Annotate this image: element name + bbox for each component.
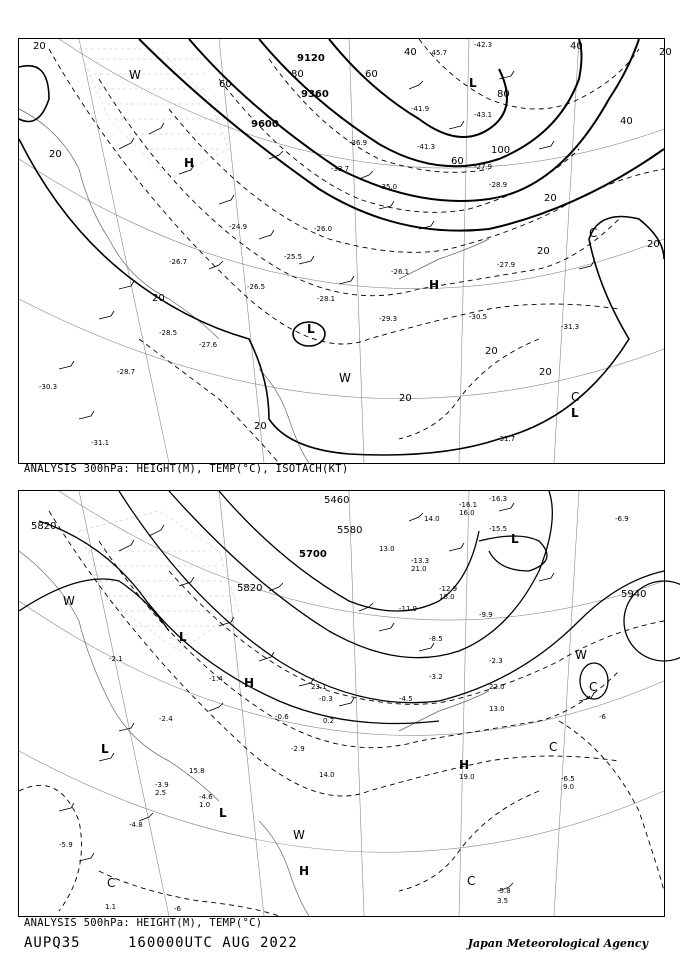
temp-label: -31.3 bbox=[561, 323, 580, 331]
isotach-label-20k: 20 bbox=[659, 47, 672, 58]
warm-center-3: W bbox=[575, 648, 587, 662]
low-center-1: L bbox=[511, 532, 519, 546]
isotach-label-100: 100 bbox=[491, 145, 511, 156]
dewpoint-label: 13.0 bbox=[379, 545, 395, 553]
temp-label: -41.3 bbox=[417, 143, 436, 151]
temp-label: -28.5 bbox=[159, 329, 178, 337]
temp-label: -11.9 bbox=[399, 605, 418, 613]
temperature-label-group bbox=[59, 495, 629, 913]
height-label-9360: 9360 bbox=[301, 89, 329, 100]
temp-label: -31.1 bbox=[91, 439, 110, 447]
pressure-center-group bbox=[129, 68, 597, 420]
temp-label: -27.9 bbox=[497, 261, 516, 269]
temp-label: -12.9 bbox=[439, 585, 458, 593]
dewpoint-label: 21.0 bbox=[411, 565, 427, 573]
height-label-5700: 5700 bbox=[299, 549, 327, 560]
temp-label: -5.9 bbox=[59, 841, 73, 849]
temp-label: -6 bbox=[174, 905, 181, 913]
temp-label: -36.9 bbox=[349, 139, 368, 147]
height-label-5820b: 5820 bbox=[237, 583, 263, 594]
temp-label: -3.2 bbox=[429, 673, 443, 681]
warm-center-1: W bbox=[63, 594, 75, 608]
coastline bbox=[19, 551, 489, 916]
temp-label: -43.1 bbox=[474, 111, 493, 119]
dewpoint-label: 3.5 bbox=[497, 897, 509, 905]
pressure-center-group bbox=[63, 532, 597, 890]
analysis-time: 160000UTC AUG 2022 bbox=[128, 935, 298, 951]
map-panel-300hpa bbox=[18, 38, 672, 464]
isotach-label-20f: 20 bbox=[544, 193, 557, 204]
isotach-label-60b: 60 bbox=[365, 69, 378, 80]
dewpoint-label: 14.0 bbox=[319, 771, 335, 779]
temp-label: -26.1 bbox=[391, 268, 410, 276]
dewpoint-label: 16.0 bbox=[459, 509, 475, 517]
temp-label: -9.9 bbox=[479, 611, 493, 619]
dewpoint-label: 14.0 bbox=[424, 515, 440, 523]
cold-center-1: C bbox=[549, 740, 558, 754]
temp-label: -16.1 bbox=[459, 501, 478, 509]
low-center-1: L bbox=[469, 76, 477, 90]
land-hatching bbox=[79, 49, 229, 179]
height-label-9120: 9120 bbox=[297, 53, 325, 64]
dewpoint-label: 13.0 bbox=[489, 705, 505, 713]
cold-center-3: C bbox=[467, 874, 476, 888]
temp-label: -28.7 bbox=[117, 368, 136, 376]
high-center-1: H bbox=[244, 676, 255, 690]
temp-label: -26.5 bbox=[247, 283, 266, 291]
dewpoint-label: 1.1 bbox=[105, 903, 117, 911]
low-center-3: L bbox=[219, 806, 227, 820]
cold-center-2: C bbox=[589, 226, 598, 240]
dewpoint-label: 2.5 bbox=[155, 789, 167, 797]
map-300hpa-svg bbox=[19, 39, 672, 463]
isotach-label-40: 40 bbox=[404, 47, 417, 58]
agency-name: Japan Meteorological Agency bbox=[467, 937, 648, 950]
isotach-label-20b: 20 bbox=[49, 149, 62, 160]
isotach-label-80: 80 bbox=[291, 69, 304, 80]
temp-label: -24.9 bbox=[229, 223, 248, 231]
temp-label: -2.9 bbox=[291, 745, 305, 753]
temp-label: -16.3 bbox=[489, 495, 508, 503]
wind-barbs bbox=[59, 71, 594, 419]
isotach-label-20e: 20 bbox=[254, 421, 267, 432]
temp-label: -30.5 bbox=[469, 313, 488, 321]
temp-label: -0.3 bbox=[319, 695, 333, 703]
temp-label: -30.3 bbox=[39, 383, 58, 391]
low-center-2: L bbox=[307, 322, 315, 336]
temp-label: -25.5 bbox=[284, 253, 303, 261]
map-panel-500hpa bbox=[18, 490, 665, 917]
height-contours bbox=[139, 39, 664, 231]
high-center-2: H bbox=[459, 758, 470, 772]
isotach-label-60: 60 bbox=[219, 79, 232, 90]
temp-label: -1.4 bbox=[209, 675, 223, 683]
height-label-5940: 5940 bbox=[621, 589, 647, 600]
temp-label: -27.9 bbox=[474, 163, 493, 171]
panel-caption-300hpa: ANALYSIS 300hPa: HEIGHT(M), TEMP(°C), ISOTACH(KT) bbox=[24, 463, 349, 475]
height-label-5580: 5580 bbox=[337, 525, 363, 536]
isotach-label-20g: 20 bbox=[537, 246, 550, 257]
height-label-group bbox=[251, 53, 329, 130]
temp-label: -6 bbox=[599, 713, 606, 721]
temp-label: -26.0 bbox=[314, 225, 333, 233]
temp-label: 0.2 bbox=[323, 717, 335, 725]
temp-label: -3.9 bbox=[155, 781, 169, 789]
map-500hpa-svg bbox=[19, 491, 664, 916]
low-center-4: L bbox=[179, 630, 187, 644]
temp-label: -42.3 bbox=[474, 41, 493, 49]
temp-label: -2.3 bbox=[489, 657, 503, 665]
cold-center-4: C bbox=[589, 680, 598, 694]
temp-label: -8.5 bbox=[429, 635, 443, 643]
temp-label: -0.6 bbox=[275, 713, 289, 721]
isotach-label-80b: 80 bbox=[497, 89, 510, 100]
height-label-9600: 9600 bbox=[251, 119, 279, 130]
isotach-label-20: 20 bbox=[33, 41, 46, 52]
temp-label: -13.3 bbox=[411, 557, 430, 565]
isotach-label-20h: 20 bbox=[485, 346, 498, 357]
isotach-label-20i: 20 bbox=[539, 367, 552, 378]
dewpoint-label: 22.0 bbox=[489, 683, 505, 691]
temp-label: -6.5 bbox=[561, 775, 575, 783]
height-label-5820: 5820 bbox=[31, 521, 57, 532]
warm-center-2: W bbox=[339, 371, 351, 385]
isotach-label-20d: 20 bbox=[399, 393, 412, 404]
land-hatching bbox=[79, 511, 239, 651]
temp-label: -45.7 bbox=[429, 49, 448, 57]
temp-label: -4.6 bbox=[199, 793, 213, 801]
dewpoint-label: 19.0 bbox=[459, 773, 475, 781]
temp-label: -35.0 bbox=[379, 183, 398, 191]
temp-label: -4.5 bbox=[399, 695, 413, 703]
isotach-label-40c: 40 bbox=[620, 116, 633, 127]
temp-label: -28.1 bbox=[317, 295, 336, 303]
temp-label: -29.3 bbox=[379, 315, 398, 323]
temp-label: -4.8 bbox=[129, 821, 143, 829]
dewpoint-label: 18.0 bbox=[439, 593, 455, 601]
dewpoint-label: 15.8 bbox=[189, 767, 205, 775]
temp-label: -2.4 bbox=[159, 715, 173, 723]
isotach-lines bbox=[19, 66, 664, 455]
low-center-2: L bbox=[101, 742, 109, 756]
isotach-label-20c: 20 bbox=[152, 293, 165, 304]
dewpoint-label: 23.1 bbox=[311, 683, 327, 691]
warm-center-1: W bbox=[129, 68, 141, 82]
temp-label: -41.9 bbox=[411, 105, 430, 113]
low-center-3: L bbox=[571, 406, 579, 420]
isotach-label-40b: 40 bbox=[570, 41, 583, 52]
height-label-5460: 5460 bbox=[324, 495, 350, 506]
temp-label: -26.7 bbox=[169, 258, 188, 266]
temp-label: -5.8 bbox=[497, 887, 511, 895]
cold-center-2: C bbox=[107, 876, 116, 890]
graticule bbox=[19, 491, 664, 916]
dewpoint-label: 9.0 bbox=[563, 783, 575, 791]
warm-center-2: W bbox=[293, 828, 305, 842]
temp-label: -15.5 bbox=[489, 525, 508, 533]
temp-label: -28.9 bbox=[489, 181, 508, 189]
temp-label: -27.6 bbox=[199, 341, 218, 349]
high-center-1: H bbox=[184, 156, 195, 170]
isotach-label-20j: 20 bbox=[647, 239, 660, 250]
temp-label: -2.1 bbox=[109, 655, 123, 663]
temp-label: -31.7 bbox=[497, 435, 516, 443]
high-center-3: H bbox=[299, 864, 310, 878]
temp-label: -6.9 bbox=[615, 515, 629, 523]
dewpoint-label: 1.0 bbox=[199, 801, 211, 809]
chart-code: AUPQ35 bbox=[24, 935, 81, 951]
cold-center-1: C bbox=[571, 390, 580, 404]
panel-caption-500hpa: ANALYSIS 500hPa: HEIGHT(M), TEMP(°C) bbox=[24, 917, 263, 929]
high-center-2: H bbox=[429, 278, 440, 292]
temp-label: -33.7 bbox=[331, 165, 350, 173]
isotach-label-60c: 60 bbox=[451, 156, 464, 167]
